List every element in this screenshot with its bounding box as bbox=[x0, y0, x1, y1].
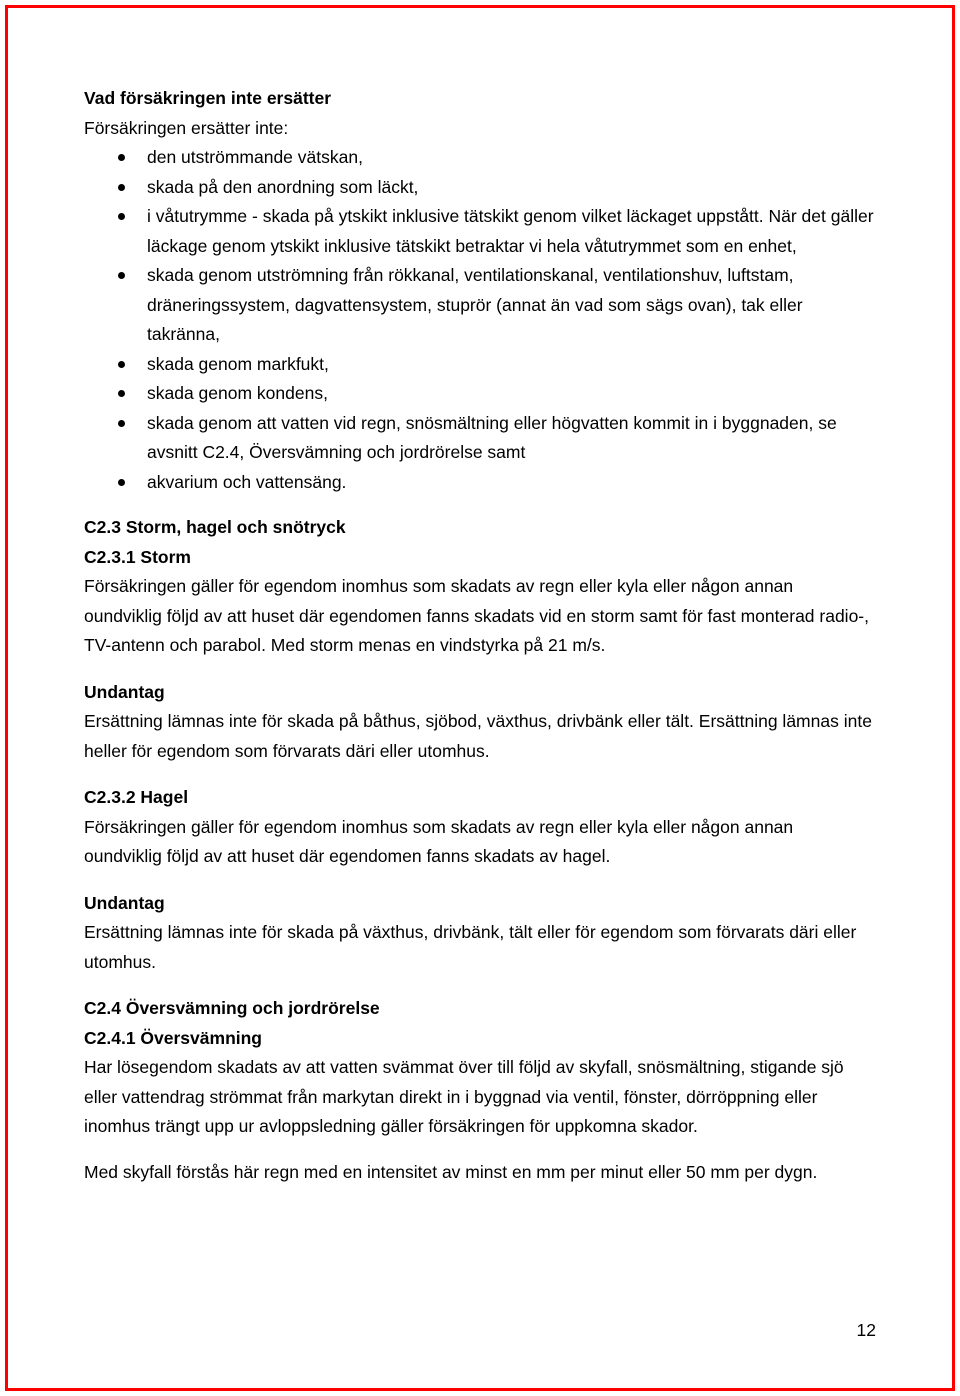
flood-text: Har lösegendom skadats av att vatten svämmat över till följd av skyfall, snösmältning, stigande sjö eller vattendrag strömmat från markytan direkt in i byggnad via ventil, fönster, dörröppning eller inomhus trängt upp ur avloppsledning gäller försäkringen för uppkomna skador. bbox=[84, 1057, 844, 1136]
storm-exception-heading: Undantag bbox=[84, 681, 165, 702]
section-heading-exclusions: Vad försäkringen inte ersätter bbox=[84, 88, 332, 108]
exclusions-intro: Försäkringen ersätter inte: bbox=[84, 117, 289, 138]
exclusions-list bbox=[84, 143, 874, 497]
document-body bbox=[84, 84, 874, 1187]
list-item: skada genom utströmning från rökkanal, ventilationskanal, ventilationshuv, luftstam, dräneringssystem, dagvattensystem, stuprör (annat än vad som sägs ovan), tak eller takränna, bbox=[84, 261, 874, 350]
subsection-heading-storm: C2.3.1 Storm bbox=[84, 546, 191, 567]
list-item: skada genom att vatten vid regn, snösmältning eller högvatten kommit in i byggnaden, se avsnitt C2.4, Översvämning och jordrörelse samt bbox=[84, 409, 874, 468]
subsection-heading-hail: C2.3.2 Hagel bbox=[84, 787, 189, 807]
list-item: den utströmmande vätskan, bbox=[84, 143, 874, 173]
flood-definition: Med skyfall förstås här regn med en intensitet av minst en mm per minut eller 50 mm per dygn. bbox=[84, 1161, 818, 1182]
list-item: i våtutrymme - skada på ytskikt inklusive tätskikt genom vilket läckaget uppstått. När det gäller läckage genom ytskikt inklusive tätskikt betraktar vi hela våtutrymmet som en enhet, bbox=[84, 202, 874, 261]
hail-exception-text: Ersättning lämnas inte för skada på växthus, drivbänk, tält eller för egendom som förvarats däri eller utomhus. bbox=[84, 922, 857, 972]
hail-text: Försäkringen gäller för egendom inomhus som skadats av regn eller kyla eller någon annan oundviklig följd av att huset där egendomen fanns skadats av hagel. bbox=[84, 816, 794, 866]
storm-text: Försäkringen gäller för egendom inomhus som skadats av regn eller kyla eller någon annan oundviklig följd av att huset där egendomen fanns skadats vid en storm samt för fast monterad radio-, TV-antenn och parabol. Med storm menas en vindstyrka på 21 m/s. bbox=[84, 576, 869, 655]
list-item: skada på den anordning som läckt, bbox=[84, 173, 874, 203]
page-number: 12 bbox=[856, 1320, 876, 1340]
list-item: skada genom markfukt, bbox=[84, 350, 874, 380]
subsection-heading-flood: C2.4.1 Översvämning bbox=[84, 1027, 262, 1048]
hail-exception-heading: Undantag bbox=[84, 892, 165, 913]
section-heading-storm-hail-snow: C2.3 Storm, hagel och snötryck bbox=[84, 517, 346, 537]
list-item: akvarium och vattensäng. bbox=[84, 468, 874, 498]
storm-exception-text: Ersättning lämnas inte för skada på båthus, sjöbod, växthus, drivbänk eller tält. Ersättning lämnas inte heller för egendom som förvarats däri eller utomhus. bbox=[84, 711, 872, 761]
list-item: skada genom kondens, bbox=[84, 379, 874, 409]
section-heading-flood-ground-movement: C2.4 Översvämning och jordrörelse bbox=[84, 998, 380, 1018]
